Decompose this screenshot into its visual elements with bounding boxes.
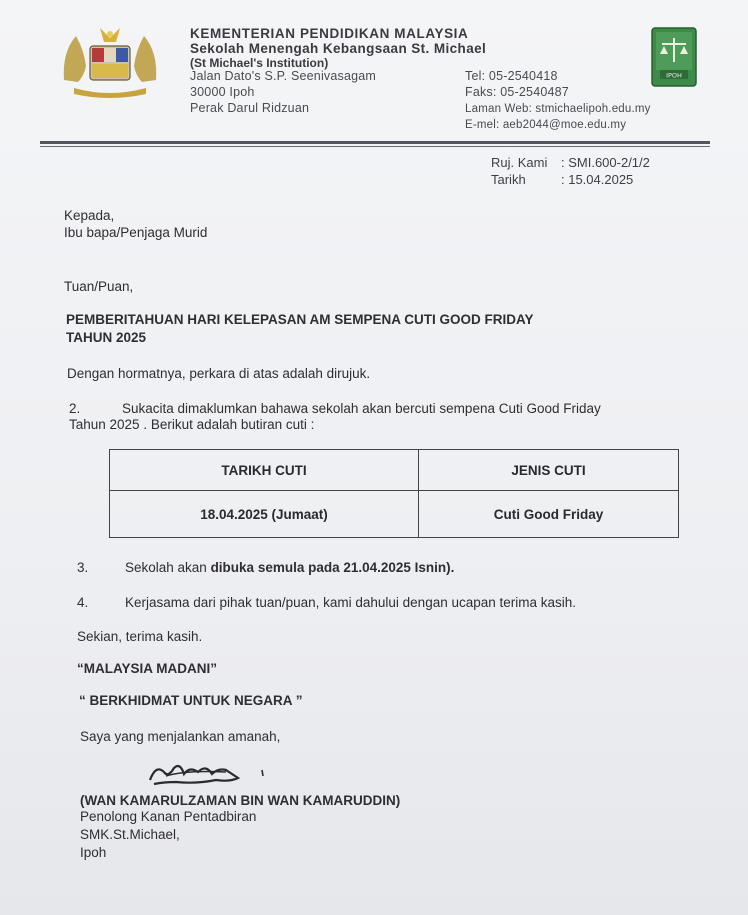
paragraph-3-text: Sekolah akan	[125, 560, 211, 575]
motto-malaysia-madani: “MALAYSIA MADANI”	[77, 661, 218, 676]
signatory-position: Penolong Kanan Pentadbiran	[80, 809, 257, 824]
paragraph-3-number: 3.	[77, 560, 89, 575]
email: E-mel: aeb2044@moe.edu.my	[465, 119, 627, 131]
ministry-name: KEMENTERIAN PENDIDIKAN MALAYSIA	[190, 26, 469, 41]
fax: Faks: 05-2540487	[465, 85, 569, 99]
address-line-3: Perak Darul Ridzuan	[190, 101, 310, 115]
seal-text: IPOH	[666, 71, 682, 80]
subject-line-2: TAHUN 2025	[66, 330, 147, 345]
reference-value: : SMI.600-2/1/2	[561, 155, 650, 170]
header-rule-thin	[40, 146, 710, 147]
table-header-date: TARIKH CUTI	[110, 450, 419, 491]
institution-name: (St Michael's Institution)	[190, 56, 329, 70]
table-header-type: JENIS CUTI	[419, 450, 679, 491]
subject-line-1: PEMBERITAHUAN HARI KELEPASAN AM SEMPENA CUTI GOOD FRIDAY	[66, 312, 534, 327]
closing-trust: Saya yang menjalankan amanah,	[80, 729, 281, 744]
signatory-school: SMK.St.Michael,	[80, 827, 180, 842]
paragraph-4: Kerjasama dari pihak tuan/puan, kami dahului dengan ucapan terima kasih.	[125, 595, 577, 610]
paragraph-3	[125, 560, 454, 575]
salutation: Tuan/Puan,	[64, 279, 134, 294]
telephone: Tel: 05-2540418	[465, 69, 558, 83]
paragraph-1: Dengan hormatnya, perkara di atas adalah dirujuk.	[67, 366, 371, 381]
signatory-city: Ipoh	[80, 845, 107, 860]
malaysia-coat-of-arms-icon	[56, 22, 164, 102]
table-header-row	[110, 450, 679, 491]
recipient-to: Kepada,	[64, 208, 115, 223]
school-seal-icon	[650, 26, 698, 88]
signatory-name: (WAN KAMARULZAMAN BIN WAN KAMARUDDIN)	[80, 793, 401, 808]
date-value: : 15.04.2025	[561, 172, 634, 187]
paragraph-4-number: 4.	[77, 595, 89, 610]
paragraph-2-number: 2.	[69, 401, 81, 416]
signature-icon	[146, 758, 266, 788]
table-cell-type: Cuti Good Friday	[419, 491, 679, 538]
table-cell-date: 18.04.2025 (Jumaat)	[110, 491, 419, 538]
paragraph-2-line-1: Sukacita dimaklumkan bahawa sekolah akan bercuti sempena Cuti Good Friday	[122, 401, 601, 416]
holiday-table	[109, 449, 679, 538]
motto-berkhidmat: “ BERKHIDMAT UNTUK NEGARA ”	[79, 693, 303, 708]
paragraph-3-bold: dibuka semula pada 21.04.2025 Isnin).	[210, 560, 455, 575]
reference-label: Ruj. Kami	[491, 155, 548, 170]
address-line-2: 30000 Ipoh	[190, 85, 255, 99]
date-label: Tarikh	[491, 172, 526, 187]
header-rule	[40, 141, 710, 144]
recipient-name: Ibu bapa/Penjaga Murid	[64, 225, 208, 240]
school-name: Sekolah Menengah Kebangsaan St. Michael	[190, 41, 487, 56]
table-row	[110, 491, 679, 538]
address-line-1: Jalan Dato's S.P. Seenivasagam	[190, 69, 377, 83]
website: Laman Web: stmichaelipoh.edu.my	[465, 103, 651, 115]
closing-thanks: Sekian, terima kasih.	[77, 629, 203, 644]
paragraph-2-line-2: Tahun 2025 . Berikut adalah butiran cuti :	[69, 417, 315, 432]
